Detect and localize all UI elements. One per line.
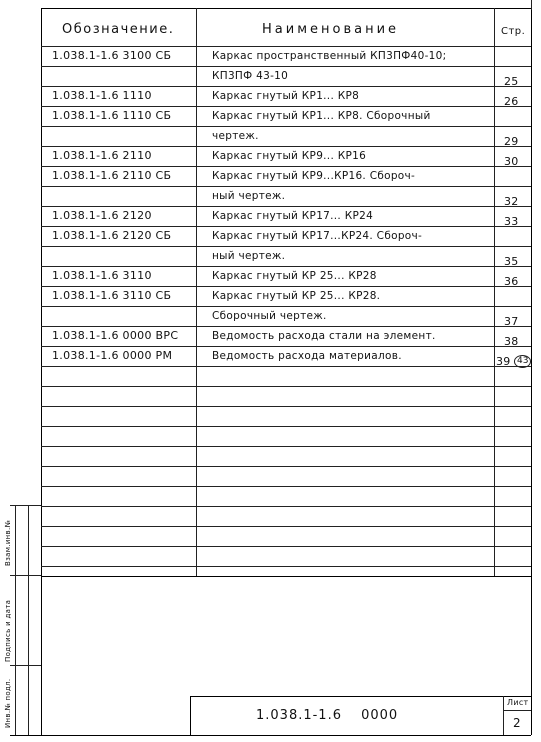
col-divider-page	[494, 8, 495, 576]
row-line	[41, 206, 531, 207]
title-block-sheet-divider	[503, 696, 504, 735]
row-designation: 1.038.1-1.6 2110	[52, 149, 152, 162]
row-line	[41, 566, 531, 567]
row-line	[41, 386, 531, 387]
row-line	[41, 166, 531, 167]
row-designation: 1.038.1-1.6 0000 ВРС	[52, 329, 179, 342]
row-line	[41, 46, 531, 47]
row-designation: 1.038.1-1.6 3100 СБ	[52, 49, 172, 62]
row-page: 30	[504, 155, 519, 168]
sidebar-top	[10, 505, 41, 506]
row-line	[41, 66, 531, 67]
header-name: Наименование	[262, 22, 400, 37]
last-page-circled: 43	[514, 355, 531, 368]
row-page: 29	[504, 135, 519, 148]
row-page: 25	[504, 75, 519, 88]
title-block-code: 1.038.1-1.6 0000	[256, 708, 399, 723]
sidebar-sep-2	[10, 665, 41, 666]
row-page: 37	[504, 315, 519, 328]
row-line	[41, 286, 531, 287]
row-name: Каркас гнутый КР17... КР24	[212, 210, 374, 222]
row-name: Ведомость расхода материалов.	[212, 350, 402, 362]
sidebar-stamp-2: Подпись и дата	[4, 599, 12, 662]
row-name: чертеж.	[212, 130, 259, 142]
row-line	[41, 406, 531, 407]
row-name: Каркас гнутый КР1... КР8	[212, 90, 360, 102]
row-line	[41, 426, 531, 427]
row-designation: 1.038.1-1.6 3110	[52, 269, 152, 282]
row-line	[41, 466, 531, 467]
row-line	[41, 86, 531, 87]
row-page: 26	[504, 95, 519, 108]
sidebar-sep-1	[10, 575, 41, 576]
frame-right	[531, 8, 532, 735]
row-name: КП3ПФ 43-10	[212, 70, 289, 82]
row-designation: 1.038.1-1.6 3110 СБ	[52, 289, 172, 302]
title-block-sheet-label: Лист	[507, 698, 529, 707]
row-name: Каркас пространственный КП3ПФ40-10;	[212, 50, 447, 62]
row-line	[41, 546, 531, 547]
row-name: Каркас гнутый КР17...КР24. Сбороч-	[212, 230, 423, 242]
row-line	[41, 226, 531, 227]
title-block-top	[190, 696, 531, 697]
row-page: 33	[504, 215, 519, 228]
row-name: ный чертеж.	[212, 190, 286, 202]
row-line	[41, 326, 531, 327]
title-block-sheet-line	[503, 710, 531, 711]
lower-region-top	[41, 576, 531, 577]
row-name: Сборочный чертеж.	[212, 310, 327, 322]
col-divider-designation	[196, 8, 197, 576]
row-name: Каркас гнутый КР 25... КР28	[212, 270, 377, 282]
row-line	[41, 246, 531, 247]
title-block-left	[190, 696, 191, 735]
header-designation: Обозначение.	[62, 22, 175, 37]
row-page: 38	[504, 335, 519, 348]
row-line	[41, 446, 531, 447]
sidebar-line-inner	[28, 505, 29, 735]
row-designation: 1.038.1-1.6 0000 РМ	[52, 349, 173, 362]
row-line	[41, 346, 531, 347]
row-name: Каркас гнутый КР 25... КР28.	[212, 290, 381, 302]
row-name: Каркас гнутый КР9...КР16. Сбороч-	[212, 170, 416, 182]
row-name: ный чертеж.	[212, 250, 286, 262]
row-line	[41, 186, 531, 187]
row-designation: 1.038.1-1.6 2120	[52, 209, 152, 222]
frame-left	[41, 8, 42, 735]
row-designation: 1.038.1-1.6 2110 СБ	[52, 169, 172, 182]
frame-top	[41, 8, 531, 9]
row-line	[41, 506, 531, 507]
frame-corner-tick	[531, 0, 532, 10]
row-designation: 1.038.1-1.6 2120 СБ	[52, 229, 172, 242]
row-designation: 1.038.1-1.6 1110	[52, 89, 152, 102]
row-line	[41, 366, 531, 367]
row-line	[41, 486, 531, 487]
row-page: 32	[504, 195, 519, 208]
sidebar-stamp-3: Взам.инв.№	[4, 519, 12, 566]
row-page: 39	[496, 355, 511, 368]
row-line	[41, 106, 531, 107]
row-line	[41, 526, 531, 527]
frame-bottom	[10, 735, 531, 736]
sidebar-line-outer	[15, 505, 16, 735]
row-name: Ведомость расхода стали на элемент.	[212, 330, 436, 342]
row-line	[41, 126, 531, 127]
row-page: 35	[504, 255, 519, 268]
row-line	[41, 306, 531, 307]
row-page: 36	[504, 275, 519, 288]
row-line	[41, 146, 531, 147]
row-designation: 1.038.1-1.6 1110 СБ	[52, 109, 172, 122]
title-block-sheet-number: 2	[513, 716, 521, 730]
row-line	[41, 266, 531, 267]
row-name: Каркас гнутый КР9... КР16	[212, 150, 367, 162]
header-page: Стр.	[501, 26, 526, 37]
row-name: Каркас гнутый КР1... КР8. Сборочный	[212, 110, 431, 122]
sidebar-stamp-1: Инв.№ подл.	[4, 678, 12, 728]
